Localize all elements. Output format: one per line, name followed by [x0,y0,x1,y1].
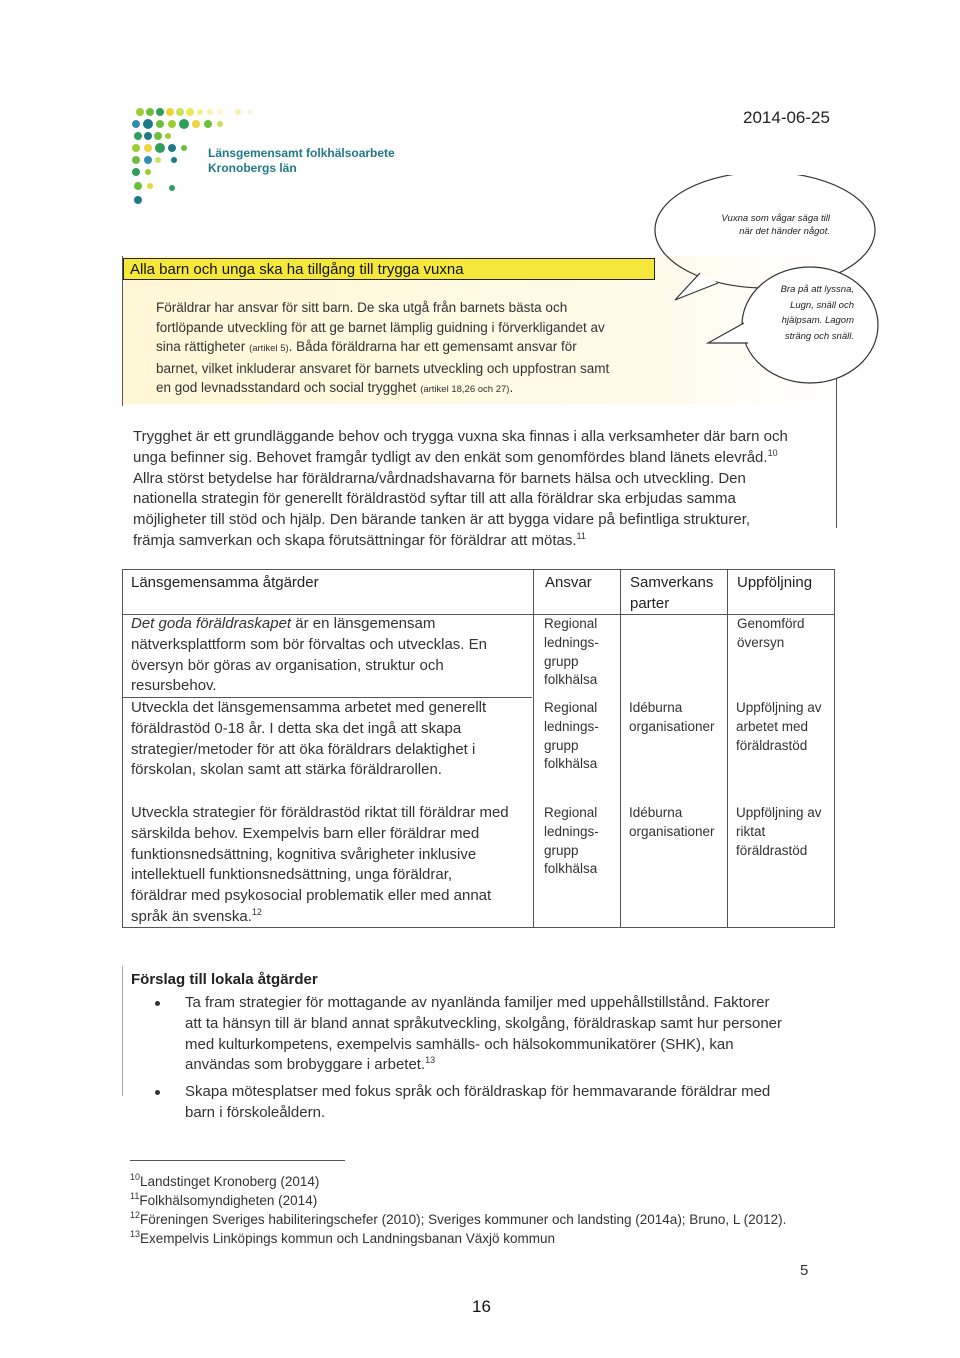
footnote-ref: 12 [251,906,262,917]
table-header-measures: Länsgemensamma åtgärder [131,574,319,591]
bubble-line: Bra på att lyssna, [780,284,854,295]
table-cell-responsible: Regional lednings- grupp folkhälsa [544,700,599,772]
footnotes [130,1172,810,1248]
speech-bubble-top [680,212,830,238]
list-item: Skapa mötesplatser med fokus språk och föräldraskap för hemmavarande föräldrar med barn i förskoleåldern. [155,1082,805,1124]
table-top-border [122,569,835,570]
rights-line: sina rättigheter (artikel 5). Båda föräldrarna har ett gemensamt ansvar för [156,339,577,355]
table-col-divider [620,569,621,927]
table-row: Utveckla det länsgemensamma arbetet med generellt föräldrastöd 0-18 år. I detta ska det ingå att skapa strategier/metoder för att öka föräldrars delaktighet i förskolan, skolan samt att stärka föräldrarollen. [131,699,487,779]
rights-text [156,298,646,400]
table-header-partners: Samverkans parter [630,574,714,612]
document-date: 2014-06-25 [743,108,830,127]
logo-line1: Länsgemensamt folkhälsoarbete [208,146,395,160]
bubble-line: Vuxna som vågar säga till [721,213,830,224]
bubble-line: hjälpsam. Lagom [781,315,854,326]
emphasis-text: Det goda föräldraskapet [131,615,292,632]
footnote: $^{13}$Exempelvis Linköpings kommun och Landningsbanan Växjö kommun [130,1229,556,1246]
table-row: Det goda föräldraskapet är en länsgemensam nätverksplattform som bör förvaltas och utvecklas. En översyn bör göras av organisation, struktur och resursbehov. [131,615,487,695]
bullet-icon [155,1090,160,1095]
intro-line: unga befinner sig. Behovet framgår tydligt av den enkät som genomfördes bland länets elevråd.$^{10}$ [133,447,778,466]
bubble-line: sträng och snäll. [784,330,854,342]
local-box-left-border [122,966,123,1096]
rights-line: barnet, vilket inkluderar ansvaret för barnets utveckling och uppfostran samt [156,360,610,376]
table-cell-followup: Genomförd översyn [737,616,805,650]
footnote-ref: 11 [576,530,586,541]
table-row: Utveckla strategier för föräldrastöd riktat till föräldrar med särskilda behov. Exempelvis barn eller föräldrar med funktionsnedsättning, kognitiva svårigheter inklusive intellektuell funktionsnedsättning, unga föräldrar, föräldrar med psykosocial problematik eller med annat språk än svenska.$^{12}$ [131,804,509,925]
table-cell-partners: Idéburna organisationer [629,700,715,734]
rights-line: Föräldrar har ansvar för sitt barn. De ska utgå från barnets bästa och [156,300,568,315]
table-cell-followup: Uppföljning av riktat föräldrastöd [736,805,822,858]
table-col-divider [727,569,728,927]
local-measures-title: Förslag till lokala åtgärder [131,971,318,988]
bubble-line: när det händer något. [739,226,830,237]
table-cell-partners: Idéburna organisationer [629,805,715,839]
page-number-bottom: 16 [472,1297,491,1316]
table-header-responsible: Ansvar [545,574,592,591]
bullet-icon [155,1001,160,1006]
table-cell-responsible: Regional lednings- grupp folkhälsa [544,805,599,877]
intro-line: Trygghet är ett grundläggande behov och trygga vuxna ska finnas i alla verksamheter där barn och [133,428,788,445]
footnote: $^{10}$Landstinget Kronoberg (2014) [130,1172,320,1189]
table-col-divider [533,569,534,927]
intro-line: nationella strategin för generellt föräldrastöd syftar till att alla föräldrar ska erbjudas samma [133,490,736,508]
speech-bubble-bottom [748,282,854,344]
logo-line2: Kronobergs län [208,161,297,175]
footnote-divider [130,1160,345,1161]
footnote: $^{11}$Folkhälsomyndigheten (2014) [130,1191,318,1208]
article-ref: (artikel 5) [249,343,289,355]
footnote-ref: 10 [767,447,778,458]
table-cell-followup: Uppföljning av arbetet med föräldrastöd [736,700,822,753]
article-ref: (artikel 18,26 och 27) [420,384,510,396]
footnote: $^{12}$Föreningen Sveriges habiliteringschefer (2010); Sveriges kommuner och landsting (2014a); Bruno, L (2012). [130,1210,787,1227]
intro-line: främja samverkan och skapa förutsättningar för föräldrar att mötas.$^{11}$ [133,530,586,549]
intro-line: möjligheter till stöd och hjälp. Den bärande tanken är att bygga vidare på befintliga strukturer, [133,511,751,529]
table-header-followup: Uppföljning [737,574,813,591]
rights-line: en god levnadsstandard och social trygghet (artikel 18,26 och 27). [156,380,514,396]
rights-line: fortlöpande utveckling för att ge barnet lämplig guidning i förverkligandet av [156,319,605,335]
table-right-border [834,569,835,927]
intro-paragraph [133,427,803,552]
local-measures-list [155,993,805,1125]
rights-heading: Alla barn och unga ska ha tillgång till trygga vuxna [123,258,655,280]
table-left-border [122,569,123,927]
logo-text [208,146,395,176]
list-item: Ta fram strategier för mottagande av nyanlända familjer med uppehållstillstånd. Faktorer att ta hänsyn till är bland annat språkutveckling, skolgång, föräldraskap samt hur personer med kulturkompetens, exempelvis samhälls- och hälsokommunikatörer (SHK), kan användas som brobyggare i arbetet.$^{13}$ [155,993,805,1076]
intro-line: Allra störst betydelse har föräldrarna/vårdnadshavarna för barnets hälsa och utveckling. Den [133,469,746,487]
page-number: 5 [800,1262,809,1279]
table-cell-responsible: Regional lednings- grupp folkhälsa [544,616,599,688]
bubble-line: Lugn, snäll och [790,299,854,311]
footnote-ref: 13 [425,1055,436,1066]
